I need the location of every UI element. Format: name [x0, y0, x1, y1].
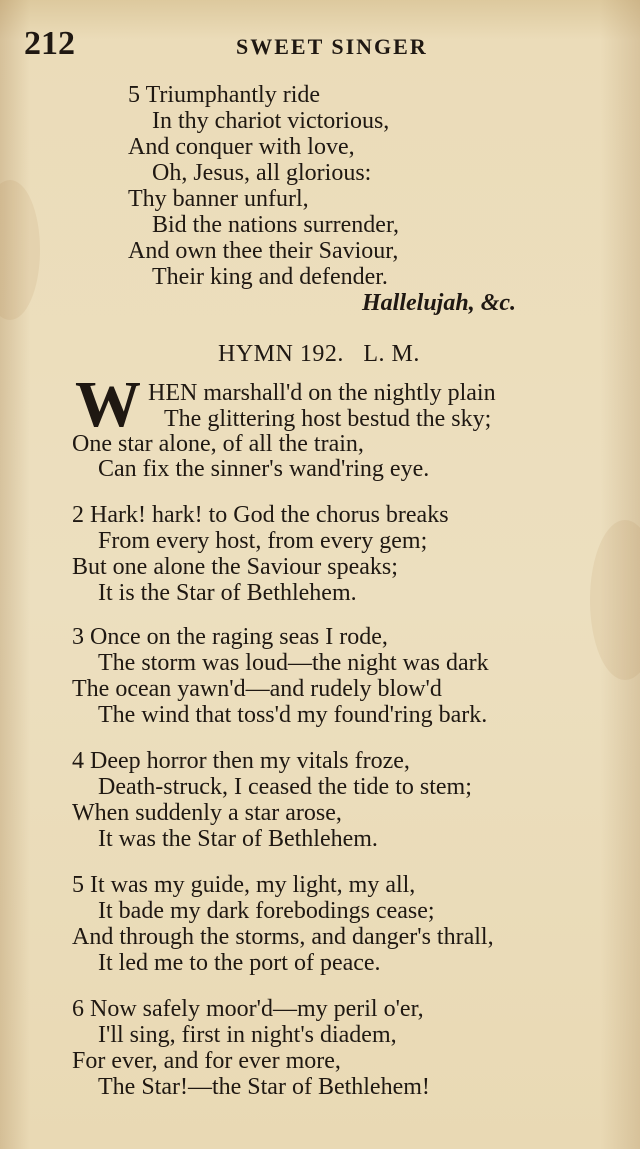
- verse-line: One star alone, of all the train,: [72, 431, 364, 457]
- verse-line: The glittering host bestud the sky;: [164, 406, 492, 432]
- running-head: SWEET SINGER: [236, 34, 428, 59]
- verse-line: When suddenly a star arose,: [72, 800, 342, 826]
- verse-line: The wind that toss'd my found'ring bark.: [98, 702, 488, 728]
- verse-line: HEN marshall'd on the nightly plain: [148, 380, 496, 406]
- verse-line: Bid the nations surrender,: [152, 212, 399, 238]
- verse-line: Thy banner unfurl,: [128, 186, 309, 212]
- hymn-title: [218, 340, 420, 368]
- verse-line: 6 Now safely moor'd—my peril o'er,: [72, 996, 424, 1022]
- verse-line: From every host, from every gem;: [98, 528, 428, 554]
- verse-line: The ocean yawn'd—and rudely blow'd: [72, 676, 442, 702]
- verse-line: 2 Hark! hark! to God the chorus breaks: [72, 502, 449, 528]
- verse-line: 3 Once on the raging seas I rode,: [72, 624, 388, 650]
- verse-line: The storm was loud—the night was dark: [98, 650, 489, 676]
- verse-line: It led me to the port of peace.: [98, 950, 381, 976]
- verse-line: 4 Deep horror then my vitals froze,: [72, 748, 410, 774]
- verse-line: It was the Star of Bethlehem.: [98, 826, 378, 852]
- verse-line: And conquer with love,: [128, 134, 355, 160]
- paper-stain: [0, 180, 40, 320]
- verse-line: In thy chariot victorious,: [152, 108, 390, 134]
- verse-line: It is the Star of Bethlehem.: [98, 580, 357, 606]
- verse-line: 5 Triumphantly ride: [128, 82, 321, 108]
- verse-line: For ever, and for ever more,: [72, 1048, 341, 1074]
- verse-line: And own thee their Saviour,: [128, 238, 399, 264]
- paper-stain: [590, 520, 640, 680]
- verse-line: I'll sing, first in night's diadem,: [98, 1022, 397, 1048]
- verse-line: 5 It was my guide, my light, my all,: [72, 872, 416, 898]
- verse-line: Their king and defender.: [152, 264, 388, 290]
- page-number: 212: [24, 25, 75, 62]
- verse-line: Can fix the sinner's wand'ring eye.: [98, 456, 430, 482]
- drop-cap: W: [75, 368, 141, 441]
- verse-line: But one alone the Saviour speaks;: [72, 554, 398, 580]
- hymn-meter: L. M.: [363, 341, 420, 367]
- verse-line: It bade my dark forebodings cease;: [98, 898, 435, 924]
- verse-line: And through the storms, and danger's thrall,: [72, 924, 494, 950]
- refrain-note: Hallelujah, &c.: [362, 290, 517, 316]
- verse-line: Death-struck, I ceased the tide to stem;: [98, 774, 472, 800]
- verse-line: The Star!—the Star of Bethlehem!: [98, 1074, 430, 1100]
- verse-line: Oh, Jesus, all glorious:: [152, 160, 372, 186]
- hymn-number: HYMN 192.: [218, 341, 344, 367]
